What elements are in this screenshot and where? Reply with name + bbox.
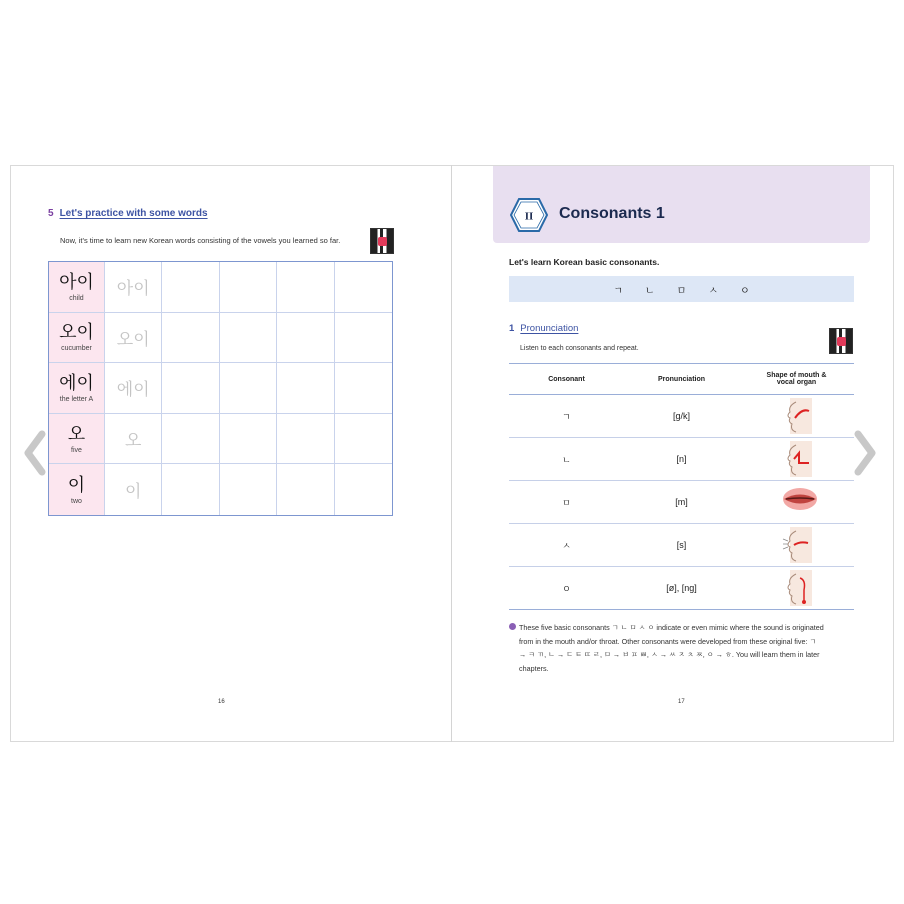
header-shape	[739, 372, 854, 386]
header-pronunciation: Pronunciation	[657, 375, 706, 383]
subsection-title	[509, 323, 578, 334]
page-number: 17	[678, 699, 685, 705]
lead-text: Let's learn Korean basic consonants.	[509, 257, 660, 267]
row-organ-cell	[739, 527, 854, 563]
practice-grid	[48, 261, 393, 516]
writing-cell[interactable]	[162, 414, 219, 465]
word-cell	[49, 262, 105, 313]
right-page	[452, 166, 891, 740]
word-english: cucumber	[61, 345, 92, 353]
row-pronunciation: [g/k]	[672, 411, 690, 421]
row-organ-cell	[739, 484, 854, 520]
strip-consonant: ㅇ	[740, 285, 750, 297]
row-consonant: ㅇ	[562, 583, 571, 594]
teeth-air-profile-icon	[782, 527, 812, 563]
trace-cell: 에이	[105, 363, 162, 414]
note-bullet-icon	[509, 623, 516, 630]
header-shape-line1: Shape of mouth &	[766, 372, 827, 379]
writing-cell[interactable]	[162, 363, 219, 414]
section-title-text: Let's practice with some words	[59, 208, 208, 219]
strip-consonant: ㅅ	[708, 285, 718, 297]
chapter-banner	[493, 166, 870, 243]
throat-profile-icon	[782, 570, 812, 606]
row-organ-cell	[739, 570, 854, 606]
consonant-strip	[509, 276, 854, 302]
writing-cell[interactable]	[162, 464, 219, 515]
row-consonant: ㅅ	[562, 540, 571, 551]
writing-cell[interactable]	[335, 464, 392, 515]
word-cell	[49, 464, 105, 515]
writing-cell[interactable]	[335, 313, 392, 364]
table-row	[509, 438, 854, 481]
writing-cell[interactable]	[220, 262, 277, 313]
word-korean: 에이	[59, 372, 94, 393]
subsection-number: 1	[509, 323, 515, 334]
strip-consonant: ㅁ	[676, 285, 687, 297]
word-english: the letter A	[59, 395, 94, 403]
strip-consonant: ㄱ	[613, 285, 623, 297]
writing-cell[interactable]	[220, 313, 277, 364]
word-korean: 오	[67, 423, 86, 444]
note-line: chapters.	[519, 663, 549, 673]
header-consonant: Consonant	[548, 375, 585, 383]
qr-code-icon	[829, 328, 853, 354]
word-cell	[49, 414, 105, 465]
writing-cell[interactable]	[335, 414, 392, 465]
section-number: 5	[48, 208, 54, 219]
header-shape-line2: vocal organ	[776, 379, 817, 386]
word-korean: 오이	[59, 322, 94, 343]
next-arrow-icon[interactable]	[852, 430, 878, 476]
word-korean: 이	[67, 474, 86, 495]
row-pronunciation: [s]	[676, 540, 687, 550]
chapter-numeral: II	[524, 210, 534, 223]
subsection-title-text: Pronunciation	[520, 323, 579, 334]
trace-cell: 아이	[105, 262, 162, 313]
writing-cell[interactable]	[277, 363, 334, 414]
word-english: child	[69, 294, 84, 302]
tongue-back-profile-icon	[782, 398, 812, 434]
writing-cell[interactable]	[162, 262, 219, 313]
table-row	[509, 395, 854, 438]
note-line: These five basic consonants ㄱ ㄴ ㅁ ㅅ ㅇ indicate or even mimic where the sound is originated	[519, 623, 824, 632]
row-consonant: ㄱ	[562, 411, 571, 422]
strip-consonant: ㄴ	[644, 285, 655, 297]
table-row	[509, 567, 854, 610]
row-pronunciation: [m]	[675, 497, 688, 507]
writing-cell[interactable]	[220, 464, 277, 515]
note-line: → ㅋ ㄲ, ㄴ → ㄷ ㅌ ㄸ ㄹ, ㅁ → ㅂ ㅍ ㅃ, ㅅ → ㅆ ㅈ ㅊ ㅉ, ㅇ → ㅎ. You will learn them in later	[519, 650, 820, 659]
row-organ-cell	[739, 441, 854, 477]
page-number: 16	[218, 699, 225, 705]
writing-cell[interactable]	[277, 464, 334, 515]
word-english: five	[71, 446, 82, 454]
note-line: from in the mouth and/or throat. Other consonants were developed from these original five: ㄱ	[519, 636, 817, 646]
word-cell	[49, 363, 105, 414]
trace-cell: 오이	[105, 313, 162, 364]
listen-instruction: Listen to each consonants and repeat.	[520, 345, 639, 352]
writing-cell[interactable]	[335, 363, 392, 414]
qr-code-icon	[370, 228, 394, 254]
section-title	[48, 208, 208, 219]
table-row	[509, 524, 854, 567]
table-header	[509, 363, 854, 395]
intro-text: Now, it's time to learn new Korean words consisting of the vowels you learned so far.	[60, 236, 341, 245]
note-text	[519, 621, 861, 675]
tongue-tip-profile-icon	[782, 441, 812, 477]
row-pronunciation: [n]	[676, 454, 687, 464]
trace-cell: 오	[105, 414, 162, 465]
writing-cell[interactable]	[277, 262, 334, 313]
word-cell	[49, 313, 105, 364]
chapter-hexagon-icon	[510, 198, 548, 232]
table-row	[509, 481, 854, 524]
table-body	[509, 395, 854, 610]
row-consonant: ㅁ	[562, 497, 571, 508]
word-english: two	[71, 497, 82, 505]
trace-cell: 이	[105, 464, 162, 515]
writing-cell[interactable]	[277, 313, 334, 364]
row-organ-cell	[739, 398, 854, 434]
left-page	[11, 166, 451, 740]
writing-cell[interactable]	[220, 363, 277, 414]
word-korean: 아이	[59, 271, 94, 292]
closed-lips-icon	[782, 484, 812, 520]
consonant-table	[509, 363, 854, 610]
chapter-title: Consonants 1	[559, 205, 665, 222]
writing-cell[interactable]	[335, 262, 392, 313]
writing-cell[interactable]	[162, 313, 219, 364]
row-pronunciation: [ø], [ng]	[666, 583, 697, 593]
writing-cell[interactable]	[220, 414, 277, 465]
row-consonant: ㄴ	[562, 454, 571, 465]
previous-arrow-icon[interactable]	[22, 430, 48, 476]
writing-cell[interactable]	[277, 414, 334, 465]
